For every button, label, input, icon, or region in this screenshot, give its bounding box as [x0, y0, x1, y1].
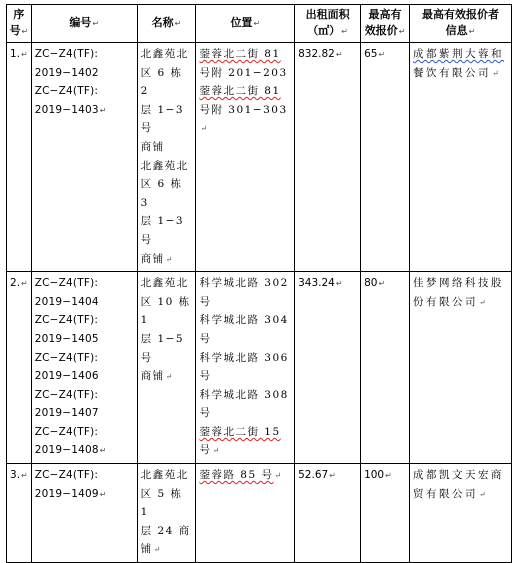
cell-location: 科学城北路 302 号 科学城北路 304 号 科学城北路 306 号 科学城北路 308 号 蓥蓉北二街 15 号↵ [196, 272, 295, 464]
table-row [7, 43, 512, 272]
cell-location: 蓥蓉北二街 81 号附 201−203 蓥蓉北二街 81 号附 301−303↵ [196, 43, 295, 272]
cell-seq: 2.↵ [7, 272, 32, 464]
rental-results-table [6, 4, 512, 563]
cell-codes: ZC−Z4(TF): 2019−1404 ZC−Z4(TF): 2019−1405 ZC−Z4(TF): 2019−1406 ZC−Z4(TF): 2019−1407 ZC−Z4(TF): 2019−1408↵ [31, 272, 137, 464]
header-seq: 序 号↵ [7, 5, 32, 43]
cell-price: 65↵ [361, 43, 410, 272]
cell-area: 52.67↵ [295, 464, 361, 563]
cell-bidder: 成都紫荆大蓉和 餐饮有限公司↵ [410, 43, 512, 272]
cell-name: 北鑫苑北 区 6 栋 2 层 1−3 号 商铺 北鑫苑北 区 6 栋 3 层 1−3 号 商铺↵ [137, 43, 196, 272]
cell-name: 北鑫苑北 区 10 栋 1 层 1−5 号 商铺↵ [137, 272, 196, 464]
cell-bidder: 佳梦网络科技股 份有限公司↵ [410, 272, 512, 464]
cell-area: 832.82↵ [295, 43, 361, 272]
cell-price: 80↵ [361, 272, 410, 464]
table-row [7, 464, 512, 563]
header-area: 出租面积 （㎡）↵ [295, 5, 361, 43]
cell-area: 343.24↵ [295, 272, 361, 464]
header-name: 名称↵ [137, 5, 196, 43]
cell-codes: ZC−Z4(TF): 2019−1402 ZC−Z4(TF): 2019−1403↵ [31, 43, 137, 272]
cell-bidder: 成都凯文天宏商 贸有限公司↵ [410, 464, 512, 563]
header-bidder: 最高有效报价者 信息↵ [410, 5, 512, 43]
table-row [7, 272, 512, 464]
cell-seq: 3.↵ [7, 464, 32, 563]
header-price: 最高有 效报价↵ [361, 5, 410, 43]
cell-price: 100↵ [361, 464, 410, 563]
header-code: 编号↵ [31, 5, 137, 43]
header-location: 位置↵ [196, 5, 295, 43]
cell-codes: ZC−Z4(TF): 2019−1409↵ [31, 464, 137, 563]
cell-name: 北鑫苑北 区 5 栋 1 层 24 商 铺↵ [137, 464, 196, 563]
cell-seq: 1.↵ [7, 43, 32, 272]
cell-location: 蓥蓉路 85 号↵ [196, 464, 295, 563]
header-row [7, 5, 512, 43]
